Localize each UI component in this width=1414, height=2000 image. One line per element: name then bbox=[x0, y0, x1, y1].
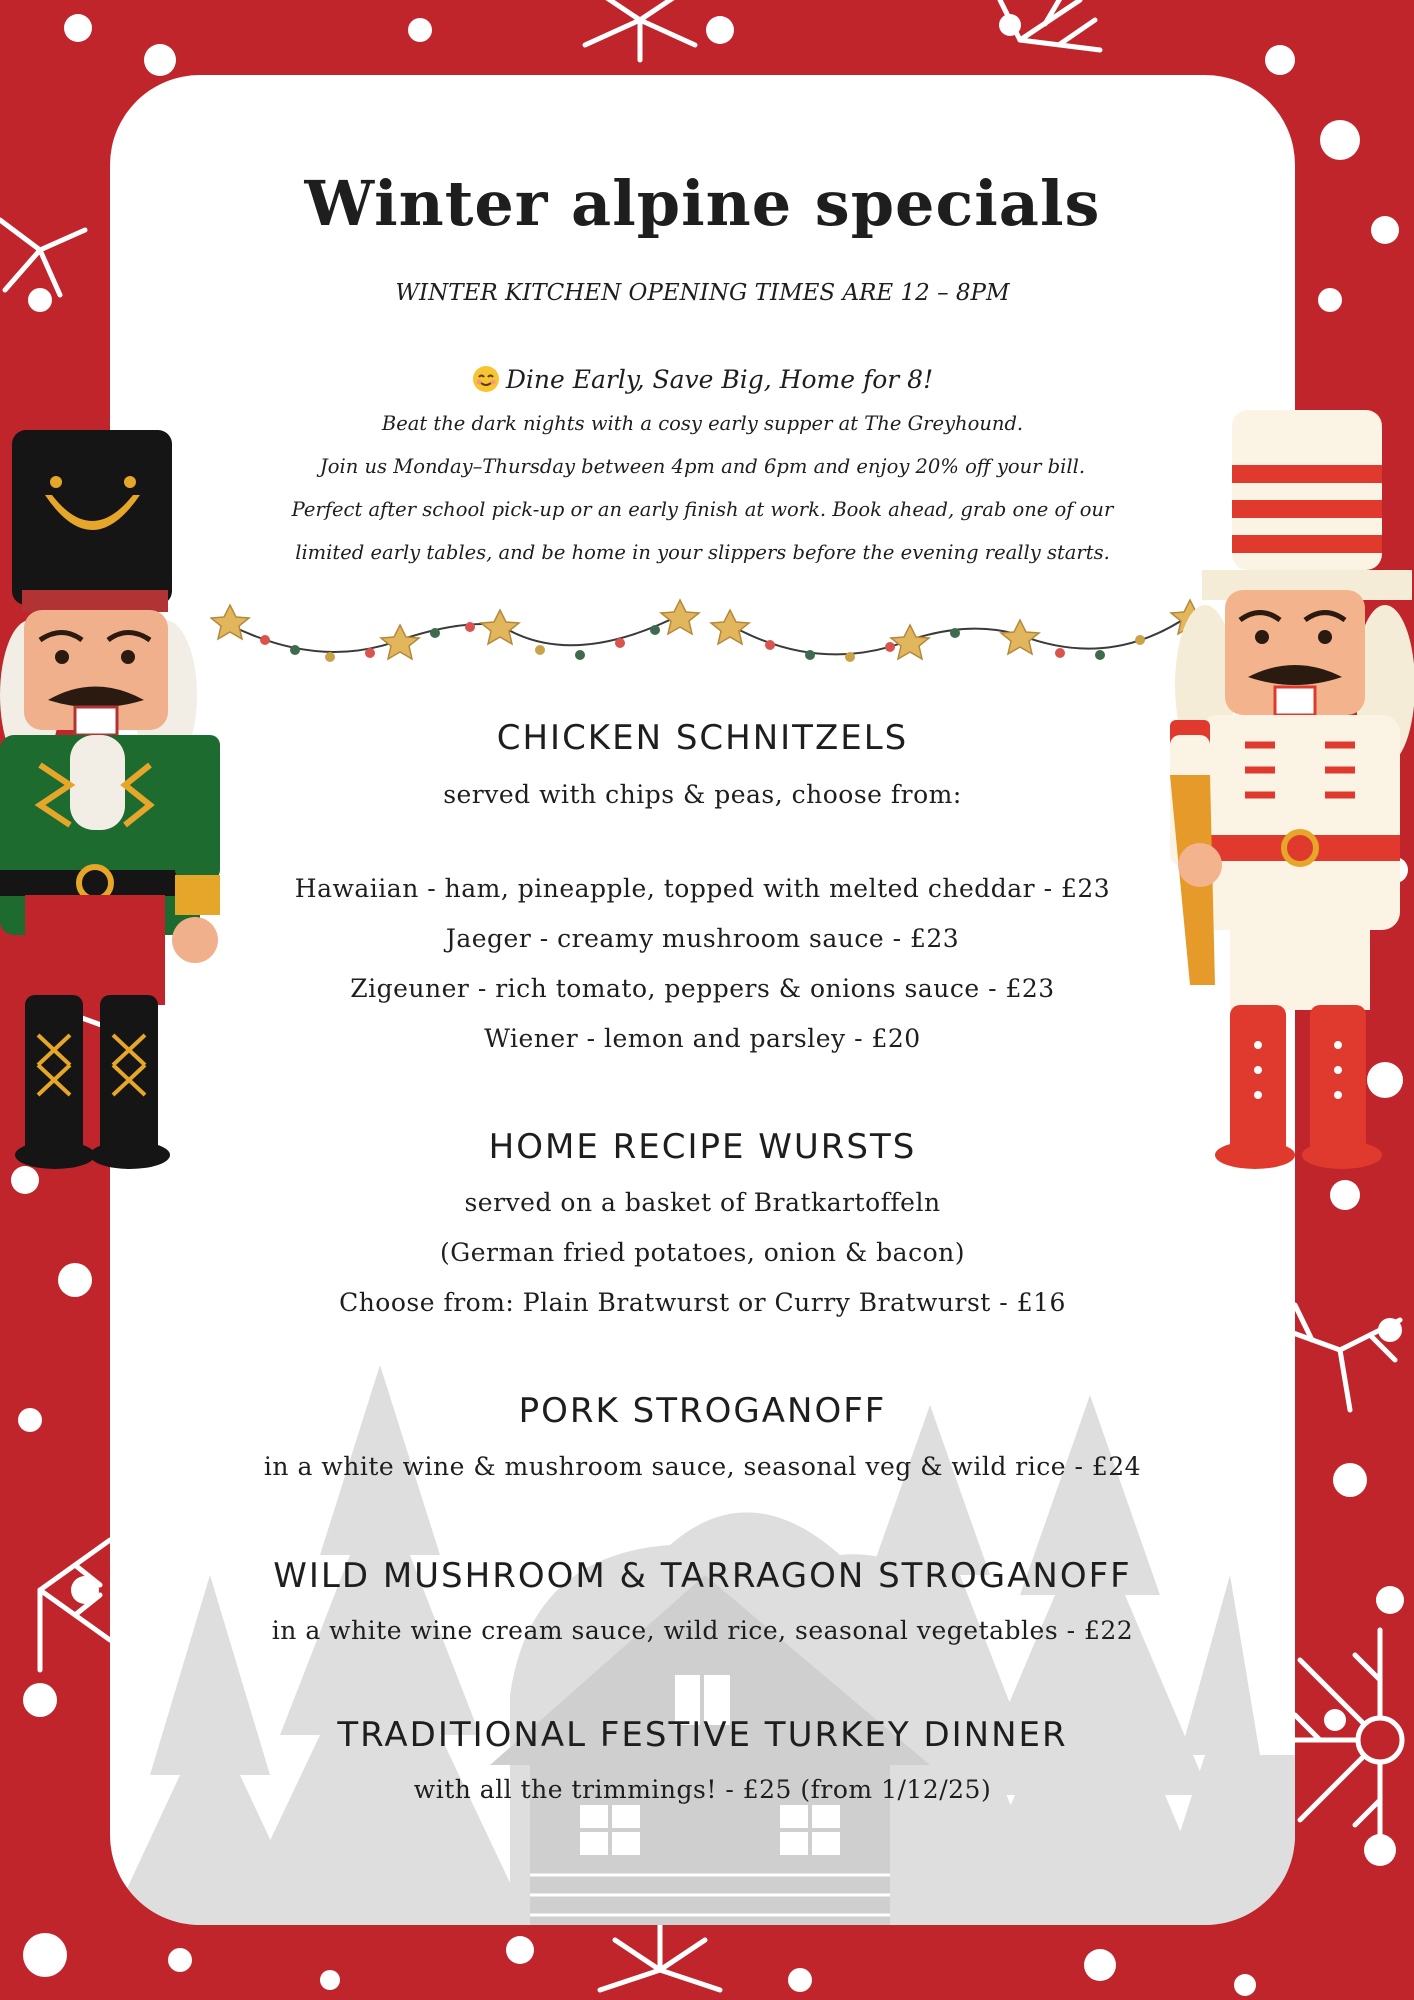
promo-line: Beat the dark nights with a cosy early supper at The Greyhound. bbox=[381, 412, 1024, 435]
menu-item-zigeuner: Zigeuner - rich tomato, peppers & onions sauce - £23 bbox=[350, 974, 1055, 1003]
section-heading-turkey-dinner: TRADITIONAL FESTIVE TURKEY DINNER bbox=[337, 1715, 1068, 1755]
section-heading-chicken-schnitzels: CHICKEN SCHNITZELS bbox=[496, 718, 909, 758]
menu-item-bratwurst: Choose from: Plain Bratwurst or Curry Bratwurst - £16 bbox=[339, 1288, 1066, 1317]
section-heading-mushroom-stroganoff: WILD MUSHROOM & TARRAGON STROGANOFF bbox=[273, 1556, 1132, 1596]
nutcracker-soldier-white-icon bbox=[1170, 405, 1414, 1170]
section-heading-wursts: HOME RECIPE WURSTS bbox=[488, 1127, 917, 1167]
promo-headline bbox=[110, 365, 1295, 394]
section-line: served with chips & peas, choose from: bbox=[443, 780, 962, 809]
promo-headline-text: Dine Early, Save Big, Home for 8! bbox=[505, 365, 934, 394]
promo-line: Join us Monday–Thursday between 4pm and 6pm and enjoy 20% off your bill. bbox=[319, 455, 1086, 478]
menu-content bbox=[110, 75, 1295, 1925]
promo-line: limited early tables, and be home in your slippers before the evening really starts. bbox=[295, 541, 1110, 564]
menu-item-pork-stroganoff: in a white wine & mushroom sauce, seasonal veg & wild rice - £24 bbox=[263, 1452, 1142, 1481]
section-line: (German fried potatoes, onion & bacon) bbox=[440, 1238, 965, 1267]
menu-item-turkey-dinner: with all the trimmings! - £25 (from 1/12/25) bbox=[413, 1775, 992, 1804]
smiling-face-icon bbox=[472, 365, 500, 393]
promo-line: Perfect after school pick-up or an early finish at work. Book ahead, grab one of our bbox=[291, 498, 1114, 521]
star-garland-icon bbox=[210, 595, 1210, 690]
nutcracker-soldier-green-icon bbox=[0, 425, 225, 1170]
menu-title: Winter alpine specials bbox=[304, 167, 1101, 240]
menu-item-wiener: Wiener - lemon and parsley - £20 bbox=[484, 1024, 921, 1053]
menu-item-jaeger: Jaeger - creamy mushroom sauce - £23 bbox=[445, 924, 960, 953]
menu-card bbox=[110, 75, 1295, 1925]
menu-item-hawaiian: Hawaiian - ham, pineapple, topped with melted cheddar - £23 bbox=[294, 874, 1111, 903]
section-line: served on a basket of Bratkartoffeln bbox=[464, 1188, 941, 1217]
menu-item-mushroom-stroganoff: in a white wine cream sauce, wild rice, seasonal vegetables - £22 bbox=[271, 1616, 1134, 1645]
section-heading-pork-stroganoff: PORK STROGANOFF bbox=[518, 1391, 887, 1431]
opening-hours: WINTER KITCHEN OPENING TIMES ARE 12 – 8PM bbox=[395, 280, 1010, 306]
